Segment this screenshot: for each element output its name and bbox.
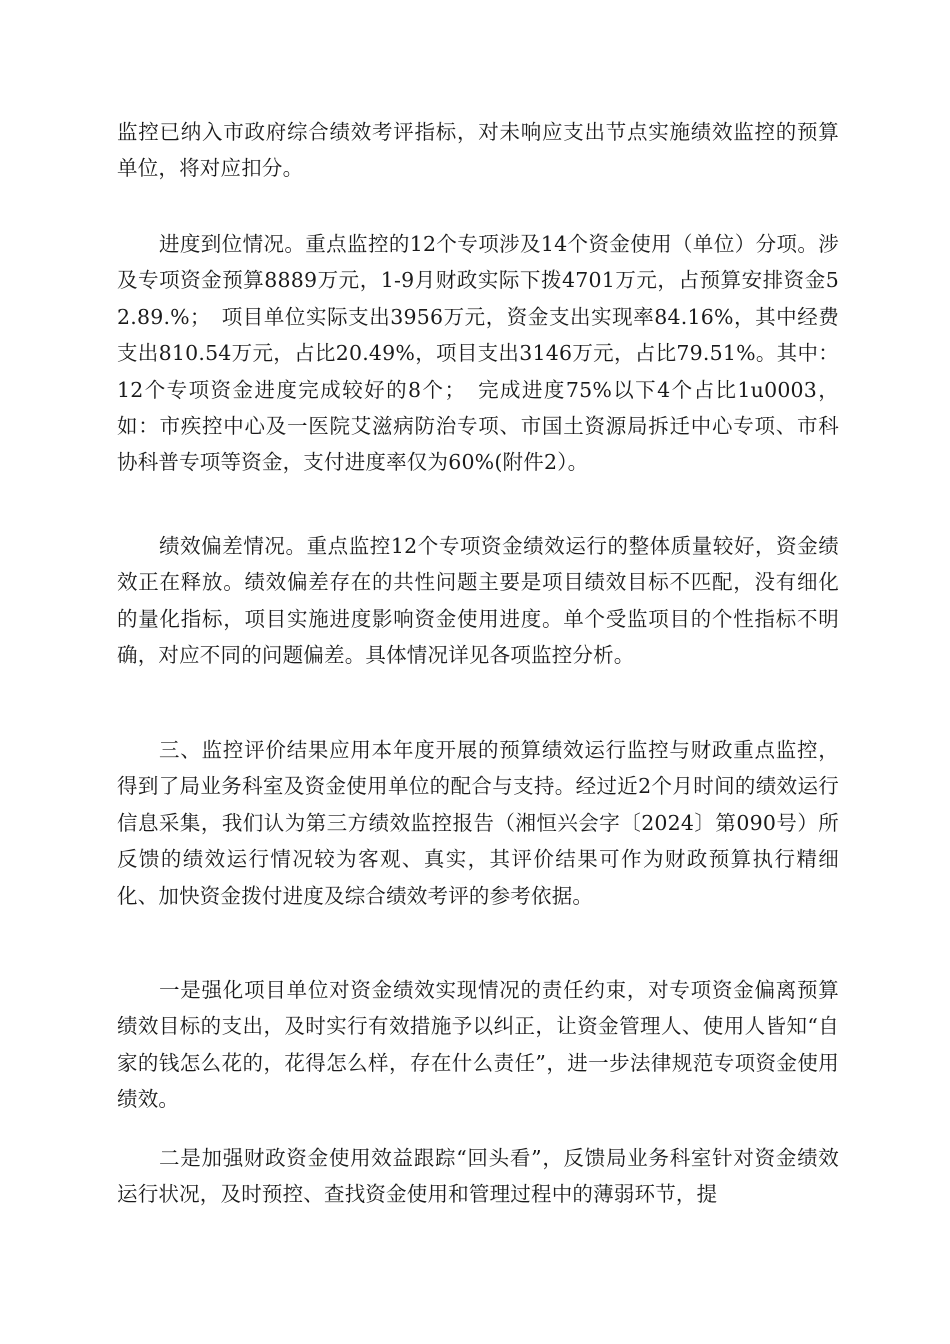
paragraph-continuation: [117, 114, 839, 187]
paragraph-text: 进度到位情况。重点监控的12个专项涉及14个资金使用（单位）分项。涉及专项资金预算8889万元，1-9月财政实际下拨4701万元，占预算安排资金52.89.%； 项目单位实际支出3956万元，资金支出实现率84.16%，其中经费支出810.54万元，占比20.49%，项目支出3146万元，占比79.51%。其中：12个专项资金进度完成较好的8个； 完成进度75%以下4个占比1u0003，如：市疾控中心及一医院艾滋病防治专项、市国土资源局拆迁中心专项、市科协科普专项等资金，支付进度率仅为60%(附件2）。: [117, 232, 839, 475]
paragraph-text: 一是强化项目单位对资金绩效实现情况的责任约束，对专项资金偏离预算绩效目标的支出，及时实行有效措施予以纠正，让资金管理人、使用人皆知“自家的钱怎么花的，花得怎么样，存在什么责任”，进一步法律规范专项资金使用绩效。: [117, 978, 839, 1112]
paragraph-point-two: [117, 1140, 839, 1213]
paragraph-point-one: [117, 972, 839, 1118]
paragraph-text: 监控已纳入市政府综合绩效考评指标，对未响应支出节点实施绩效监控的预算单位，将对应扣分。: [117, 120, 839, 181]
paragraph-text: 绩效偏差情况。重点监控12个专项资金绩效运行的整体质量较好，资金绩效正在释放。绩效偏差存在的共性问题主要是项目绩效目标不匹配，没有细化的量化指标，项目实施进度影响资金使用进度。单个受监项目的个性指标不明确，对应不同的问题偏差。具体情况详见各项监控分析。: [117, 534, 839, 668]
paragraph-progress: [117, 226, 839, 481]
paragraph-deviation: [117, 528, 839, 674]
paragraph-text: 二是加强财政资金使用效益跟踪“回头看”，反馈局业务科室针对资金绩效运行状况，及时预控、查找资金使用和管理过程中的薄弱环节，提: [117, 1146, 839, 1207]
paragraph-text: 三、监控评价结果应用本年度开展的预算绩效运行监控与财政重点监控，得到了局业务科室及资金使用单位的配合与支持。经过近2个月时间的绩效运行信息采集，我们认为第三方绩效监控报告（湘恒兴会字〔2024〕第090号）所反馈的绩效运行情况较为客观、真实，其评价结果可作为财政预算执行精细化、加快资金拨付进度及综合绩效考评的参考依据。: [117, 738, 839, 908]
paragraph-results-application: [117, 732, 839, 914]
